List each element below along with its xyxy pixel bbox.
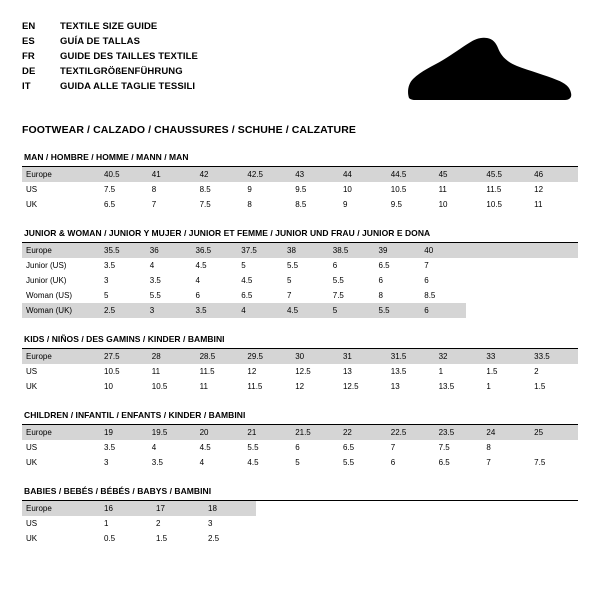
cell: 10.5 xyxy=(104,367,120,376)
table-row xyxy=(22,182,578,197)
table-row xyxy=(22,167,578,182)
cell: 30 xyxy=(291,349,339,364)
section-children xyxy=(22,410,578,470)
cell-empty xyxy=(466,258,578,273)
cell: 6 xyxy=(378,276,383,285)
table-row xyxy=(22,243,578,258)
cell-empty xyxy=(256,531,578,546)
cell: 5 xyxy=(104,291,109,300)
section-junior-woman xyxy=(22,228,578,318)
cell: 6 xyxy=(424,276,429,285)
size-table-man xyxy=(22,167,578,212)
language-row xyxy=(22,20,198,33)
cell: 6 xyxy=(420,303,466,318)
language-code: DE xyxy=(22,66,36,77)
language-title: TEXTILGRÖßENFÜHRUNG xyxy=(60,66,183,77)
table-row xyxy=(22,258,578,273)
row-label: Europe xyxy=(22,501,100,516)
cell: 46 xyxy=(530,167,578,182)
cell: 7 xyxy=(424,261,429,270)
cell: 19 xyxy=(100,425,148,440)
cell: 5.5 xyxy=(149,291,161,300)
category-title: FOOTWEAR / CALZADO / CHAUSSURES / SCHUHE / CALZATURE xyxy=(22,124,357,136)
cell: 23.5 xyxy=(435,425,483,440)
cell: 11 xyxy=(151,367,161,376)
cell: 4.5 xyxy=(283,303,329,318)
cell: 3.5 xyxy=(192,303,238,318)
table-row xyxy=(22,288,578,303)
row-label: Europe xyxy=(22,167,100,182)
cell: 10 xyxy=(438,200,448,209)
row-label: UK xyxy=(26,534,38,543)
row-label: US xyxy=(26,367,38,376)
cell: 6.5 xyxy=(241,291,253,300)
cell: 28 xyxy=(148,349,196,364)
cell: 8.5 xyxy=(199,185,211,194)
cell: 12.5 xyxy=(295,367,311,376)
row-label: UK xyxy=(26,458,38,467)
cell: 39 xyxy=(375,243,421,258)
cell: 10.5 xyxy=(390,185,407,194)
language-title: GUÍA DE TALLAS xyxy=(60,36,141,47)
cell: 27.5 xyxy=(100,349,148,364)
language-code: ES xyxy=(22,36,35,47)
cell: 5.5 xyxy=(375,303,421,318)
cell-empty xyxy=(466,303,578,318)
cell: 12 xyxy=(247,367,257,376)
cell: 5 xyxy=(287,276,292,285)
dress-shoe-icon xyxy=(399,32,574,112)
table-row xyxy=(22,303,578,318)
cell: 41 xyxy=(148,167,196,182)
table-row xyxy=(22,364,578,379)
cell: 38.5 xyxy=(329,243,375,258)
cell: 21 xyxy=(243,425,291,440)
language-code: FR xyxy=(22,51,35,62)
cell: 12.5 xyxy=(342,382,359,391)
row-label: Europe xyxy=(22,349,100,364)
cell: 8 xyxy=(151,185,157,194)
cell: 7.5 xyxy=(104,185,116,194)
cell: 44 xyxy=(339,167,387,182)
section-title: KIDS / NIÑOS / DES GAMINS / KINDER / BAMBINI xyxy=(24,334,225,344)
size-table-junior-woman xyxy=(22,243,578,318)
cell: 18 xyxy=(204,501,256,516)
cell: 3 xyxy=(208,519,213,528)
cell: 40 xyxy=(420,243,466,258)
cell: 12 xyxy=(295,382,305,391)
cell: 4.5 xyxy=(199,443,211,452)
cell: 3.5 xyxy=(104,261,116,270)
cell: 33 xyxy=(482,349,530,364)
cell: 8 xyxy=(247,200,252,209)
cell: 13 xyxy=(342,367,352,376)
cell: 7.5 xyxy=(534,458,546,467)
table-row xyxy=(22,379,578,394)
cell: 24 xyxy=(482,425,530,440)
cell-empty xyxy=(466,243,578,258)
language-code: IT xyxy=(22,81,31,92)
cell: 11 xyxy=(534,200,543,209)
cell: 10.5 xyxy=(486,200,502,209)
cell: 1 xyxy=(438,367,444,376)
cell: 11.5 xyxy=(486,185,502,194)
cell: 31.5 xyxy=(387,349,435,364)
cell: 4.5 xyxy=(195,261,207,270)
cell: 45.5 xyxy=(482,167,530,182)
section-title: CHILDREN / INFANTIL / ENFANTS / KINDER / BAMBINI xyxy=(24,410,246,420)
cell: 4 xyxy=(237,303,283,318)
size-table-babies xyxy=(22,501,578,546)
row-label: US xyxy=(26,185,38,194)
table-row xyxy=(22,349,578,364)
language-title-list xyxy=(22,18,198,93)
section-man xyxy=(22,152,578,212)
cell: 5 xyxy=(329,303,375,318)
cell: 2 xyxy=(156,519,161,528)
cell: 4 xyxy=(195,276,200,285)
table-row xyxy=(22,531,578,546)
cell: 42.5 xyxy=(243,167,291,182)
document-header xyxy=(22,18,578,112)
cell: 0.5 xyxy=(104,534,116,543)
language-title: GUIDA ALLE TAGLIE TESSILI xyxy=(60,81,196,92)
row-label: Europe xyxy=(22,425,100,440)
cell: 7 xyxy=(287,291,292,300)
row-label: US xyxy=(26,519,38,528)
table-row xyxy=(22,197,578,212)
table-row xyxy=(22,440,578,455)
cell: 3.5 xyxy=(151,458,163,467)
cell: 20 xyxy=(196,425,244,440)
cell: 8 xyxy=(486,443,491,452)
cell: 36.5 xyxy=(192,243,238,258)
cell: 16 xyxy=(100,501,152,516)
cell: 7 xyxy=(151,200,157,209)
row-label: Woman (UK) xyxy=(22,303,100,318)
cell: 6.5 xyxy=(378,261,390,270)
cell: 31 xyxy=(339,349,387,364)
cell-empty xyxy=(530,440,578,455)
cell: 3 xyxy=(146,303,192,318)
cell: 2 xyxy=(534,367,539,376)
cell: 13.5 xyxy=(438,382,455,391)
cell: 11 xyxy=(199,382,208,391)
cell-empty xyxy=(256,516,578,531)
cell: 13.5 xyxy=(390,367,407,376)
cell: 1.5 xyxy=(486,367,498,376)
cell: 7.5 xyxy=(438,443,450,452)
size-table-kids xyxy=(22,349,578,394)
cell: 25 xyxy=(530,425,578,440)
section-babies xyxy=(22,486,578,546)
cell: 45 xyxy=(435,167,483,182)
cell: 35.5 xyxy=(100,243,146,258)
cell: 12 xyxy=(534,185,544,194)
cell: 37.5 xyxy=(237,243,283,258)
cell: 13 xyxy=(390,382,400,391)
cell: 6.5 xyxy=(342,443,355,452)
cell: 5.5 xyxy=(287,261,299,270)
cell: 5 xyxy=(295,458,300,467)
section-title: BABIES / BEBÉS / BÉBÉS / BABYS / BAMBINI xyxy=(24,486,212,496)
size-table-children xyxy=(22,425,578,470)
cell: 1 xyxy=(486,382,491,391)
cell: 9 xyxy=(342,200,348,209)
row-label: Junior (UK) xyxy=(26,276,67,285)
cell: 33.5 xyxy=(530,349,578,364)
cell: 22 xyxy=(339,425,387,440)
cell: 7.5 xyxy=(332,291,344,300)
cell: 1.5 xyxy=(156,534,168,543)
cell: 9.5 xyxy=(390,200,402,209)
cell: 8.5 xyxy=(424,291,436,300)
cell: 6.5 xyxy=(438,458,450,467)
cell: 4.5 xyxy=(247,458,259,467)
row-label: Junior (US) xyxy=(26,261,67,270)
cell: 3.5 xyxy=(149,276,161,285)
cell: 8.5 xyxy=(295,200,307,209)
row-label: UK xyxy=(26,382,38,391)
cell: 2.5 xyxy=(208,534,220,543)
cell: 22.5 xyxy=(387,425,435,440)
cell: 44.5 xyxy=(387,167,435,182)
cell: 8 xyxy=(378,291,383,300)
cell: 9.5 xyxy=(295,185,307,194)
cell: 28.5 xyxy=(196,349,244,364)
cell: 17 xyxy=(152,501,204,516)
row-label: UK xyxy=(26,200,38,209)
cell-empty xyxy=(256,501,578,516)
cell: 11.5 xyxy=(199,367,215,376)
cell: 6.5 xyxy=(104,200,116,209)
cell: 6 xyxy=(332,261,338,270)
cell: 32 xyxy=(435,349,483,364)
cell: 21.5 xyxy=(291,425,339,440)
cell: 5.5 xyxy=(342,458,355,467)
cell: 6 xyxy=(195,291,200,300)
table-row xyxy=(22,273,578,288)
cell: 4.5 xyxy=(241,276,253,285)
section-title: JUNIOR & WOMAN / JUNIOR Y MUJER / JUNIOR ET FEMME / JUNIOR UND FRAU / JUNIOR E DONA xyxy=(24,228,431,238)
cell: 36 xyxy=(146,243,192,258)
cell: 10 xyxy=(342,185,352,194)
table-row xyxy=(22,501,578,516)
language-row xyxy=(22,65,198,78)
language-row xyxy=(22,80,198,93)
row-label: US xyxy=(26,443,38,452)
cell: 43 xyxy=(291,167,339,182)
cell: 4 xyxy=(199,458,205,467)
cell-empty xyxy=(466,288,578,303)
cell: 42 xyxy=(196,167,244,182)
cell: 38 xyxy=(283,243,329,258)
cell: 7.5 xyxy=(199,200,211,209)
row-label: Woman (US) xyxy=(26,291,73,300)
language-title: GUIDE DES TAILLES TEXTILE xyxy=(60,51,198,62)
cell: 3 xyxy=(104,276,109,285)
cell: 9 xyxy=(247,185,252,194)
cell: 7 xyxy=(486,458,491,467)
cell: 11 xyxy=(438,185,447,194)
cell: 5.5 xyxy=(247,443,259,452)
table-row xyxy=(22,455,578,470)
cell: 2.5 xyxy=(100,303,146,318)
cell: 6 xyxy=(295,443,300,452)
cell: 10.5 xyxy=(151,382,168,391)
section-title: MAN / HOMBRE / HOMME / MANN / MAN xyxy=(24,152,189,162)
cell: 4 xyxy=(149,261,155,270)
language-row xyxy=(22,50,198,63)
cell: 1 xyxy=(104,519,109,528)
cell: 6 xyxy=(390,458,396,467)
cell: 40.5 xyxy=(100,167,148,182)
table-row xyxy=(22,425,578,440)
row-label: Europe xyxy=(22,243,100,258)
language-row xyxy=(22,35,198,48)
cell: 5.5 xyxy=(332,276,344,285)
cell: 11.5 xyxy=(247,382,263,391)
cell: 1.5 xyxy=(534,382,546,391)
cell: 10 xyxy=(104,382,113,391)
cell: 4 xyxy=(151,443,157,452)
language-code: EN xyxy=(22,21,36,32)
cell: 5 xyxy=(241,261,246,270)
section-kids xyxy=(22,334,578,394)
cell: 29.5 xyxy=(243,349,291,364)
table-row xyxy=(22,516,578,531)
cell: 7 xyxy=(390,443,396,452)
cell: 3 xyxy=(104,458,109,467)
cell-empty xyxy=(466,273,578,288)
language-title: TEXTILE SIZE GUIDE xyxy=(60,21,158,32)
cell: 19.5 xyxy=(148,425,196,440)
cell: 3.5 xyxy=(104,443,116,452)
